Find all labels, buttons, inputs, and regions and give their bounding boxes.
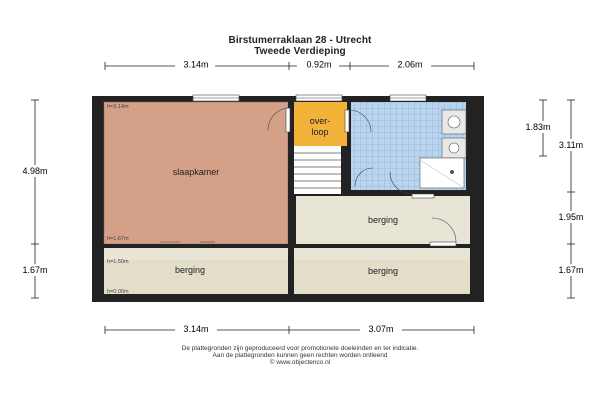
dim-bottom-1: 3.14m [183,324,209,334]
height-000: h=0.00m [107,289,129,295]
dim-left-2: 1.67m [22,265,48,275]
windows [193,95,426,101]
bottom-dimension-line [105,326,474,334]
dim-top-1: 3.14m [183,59,209,70]
dim-top-2: 0.92m [306,59,332,70]
label-berging-right-mid: berging [367,215,399,225]
label-berging-left-bottom: berging [174,265,206,275]
plan-title-address: Birstumerraklaan 28 - Utrecht [228,35,372,46]
dim-right-2: 3.11m [558,140,584,150]
footer-disclaimer-1: De plattegronden zijn geproduceerd voor promotionele doeleinden en ter indicatie. [181,345,419,352]
dim-right-1: 1.83m [525,122,551,132]
height-150: h=1.50m [107,259,129,265]
height-167: h=1.67m [107,236,129,242]
dim-top-3: 2.06m [397,59,423,70]
dim-bottom-2: 3.07m [368,324,394,334]
dim-left-1: 4.98m [22,166,48,176]
label-overloop-1: over- [309,116,331,126]
label-berging-right-bottom: berging [367,266,399,276]
footer-copyright: © www.objectenco.nl [269,359,331,366]
label-slaapkamer: slaapkamer [172,167,220,177]
plan-title-floor: Tweede Verdieping [254,46,346,57]
footer-disclaimer-2: Aan de plattegronden kunnen geen rechten worden ontleend [212,352,388,359]
label-overloop-2: loop [311,127,329,137]
dim-right-4: 1.67m [558,265,584,275]
height-314: h=3.14m [107,104,129,110]
dim-right-3: 1.95m [558,212,584,222]
